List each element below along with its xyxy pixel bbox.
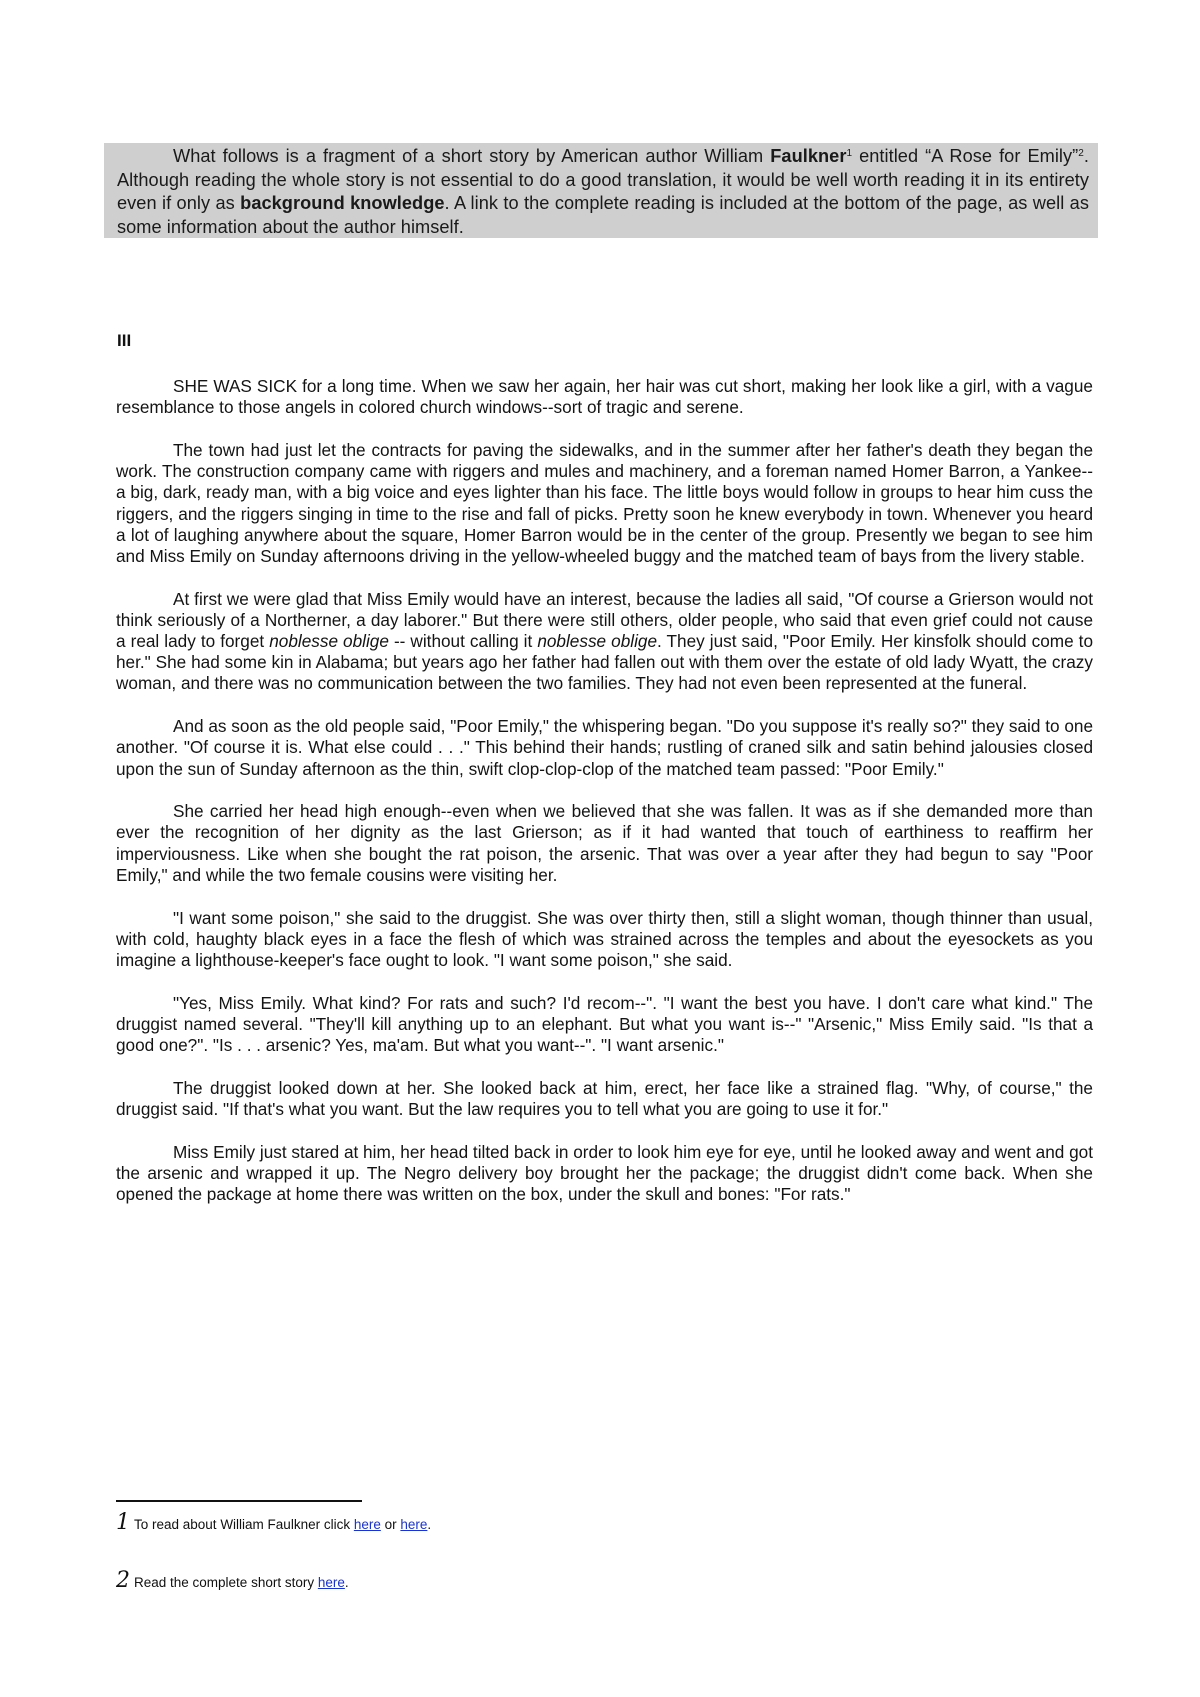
story-paragraph-9: Miss Emily just stared at him, her head tilted back in order to look him eye for eye, until he looked away and went and got the arsenic and wrapped it up. The Negro delivery boy brought her the package; the druggist didn't come back. When she opened the package at home there was written on the box, under the skull and bones: "For rats." [116, 1141, 1094, 1205]
footnote-2-number: 2 [116, 1568, 130, 1593]
footnote-1-number: 1 [116, 1510, 130, 1535]
footnote-2-end: . [344, 1575, 349, 1590]
intro-paragraph [117, 145, 1089, 239]
intro-text-part4: . A link to the complete reading is included at the bottom of the page, as well as some information about the author himself. [117, 193, 1089, 237]
footnote-ref-1[interactable]: 1 [846, 148, 853, 159]
footnote-2-link[interactable]: here [317, 1575, 345, 1590]
intro-text-part2: entitled “A Rose for Emily” [852, 146, 1079, 166]
story-paragraph-1: SHE WAS SICK for a long time. When we saw her again, her hair was cut short, making her look like a girl, with a vague resemblance to those angels in colored church windows--sort of tragic and serene. [116, 376, 1093, 418]
section-number: III [117, 331, 132, 350]
story-p3-italic-2: noblesse oblige [537, 631, 658, 652]
intro-knowledge-bold: background knowledge [240, 193, 445, 213]
footnote-2-text: Read the complete short story [134, 1575, 318, 1590]
story-paragraph-8: The druggist looked down at her. She looked back at him, erect, her face like a strained flag. "Why, of course," the druggist said. "If that's what you want. But the law requires you to tell what you are going to use it for." [116, 1077, 1093, 1119]
footnote-1-middle: or [380, 1517, 401, 1532]
footnote-1-text: To read about William Faulkner click [134, 1517, 354, 1532]
footnote-separator [116, 1500, 362, 1502]
story-paragraph-7: "Yes, Miss Emily. What kind? For rats and such? I'd recom--". "I want the best you have. I don't care what kind." The druggist named several. "They'll kill anything up to an elephant. But what you want is--" "Arsenic," Miss Emily said. "Is that a good one?". "Is . . . arsenic? Yes, ma'am. But what you want--". "I want arsenic." [116, 992, 1093, 1056]
story-p3-part-c: . They just said, "Poor Emily. Her kinsfolk should come to her." She had some kin in Alabama; but years ago her father had fallen out with them over the estate of old lady Wyatt, the crazy woman, and there was no communication between the two families. They had not even been represented at the funeral. [116, 631, 1094, 694]
story-paragraph-5: She carried her head high enough--even when we believed that she was fallen. It was as if she demanded more than ever the recognition of her dignity as the last Grierson; as if it had wanted that touch of earthiness to reaffirm her imperviousness. Like when she bought the rat poison, the arsenic. That was over a year after they had begun to say "Poor Emily," and while the two female cousins were visiting her. [116, 801, 1093, 885]
story-paragraph-4: And as soon as the old people said, "Poor Emily," the whispering began. "Do you suppose it's really so?" they said to one another. "Of course it is. What else could . . ." This behind their hands; rustling of craned silk and satin behind jalousies closed upon the sun of Sunday afternoon as the thin, swift clop-clop-clop of the matched team passed: "Poor Emily." [116, 716, 1093, 779]
footnote-1-link-1[interactable]: here [353, 1517, 381, 1532]
story-paragraph-2: The town had just let the contracts for paving the sidewalks, and in the summer after her father's death they began the work. The construction company came with riggers and mules and machinery, and a foreman named Homer Barron, a Yankee--a big, dark, ready man, with a big voice and eyes lighter than his face. The little boys would follow in groups to hear him cuss the riggers, and the riggers singing in time to the rise and fall of picks. Pretty soon he knew everybody in town. Whenever you heard a lot of laughing anywhere about the square, Homer Barron would be in the center of the group. Presently we began to see him and Miss Emily on Sunday afternoons driving in the yellow-wheeled buggy and the matched team of bays from the livery stable. [116, 439, 1093, 566]
story-paragraph-3 [116, 589, 1093, 695]
story-p3-part-b: -- without calling it [388, 631, 538, 652]
footnote-1 [116, 1510, 431, 1535]
footnote-ref-2[interactable]: 2 [1078, 148, 1084, 159]
story-p3-part-a: At first we were glad that Miss Emily would have an interest, because the ladies all said, "Of course a Grierson would not think seriously of a Northerner, a day laborer." But there were still others, older people, who said that even grief could not cause a real lady to forget [116, 588, 1093, 652]
story-body [116, 376, 1093, 1227]
intro-author-bold: Faulkner [770, 146, 847, 166]
footnote-2 [116, 1568, 349, 1593]
intro-text-part1: What follows is a fragment of a short story by American author William [173, 146, 771, 166]
story-paragraph-6: "I want some poison," she said to the druggist. She was over thirty then, still a slight woman, though thinner than usual, with cold, haughty black eyes in a face the flesh of which was strained across the temples and about the eyesockets as you imagine a lighthouse-keeper's face ought to look. "I want some poison," she said. [116, 907, 1093, 970]
story-p3-italic-1: noblesse oblige [269, 631, 389, 652]
footnote-1-end: . [427, 1517, 432, 1532]
footnote-1-link-2[interactable]: here [400, 1517, 428, 1532]
intro-text-part3: . Although reading the whole story is not essential to do a good translation, it would be well worth reading it in its entirety even if only as [117, 146, 1089, 213]
